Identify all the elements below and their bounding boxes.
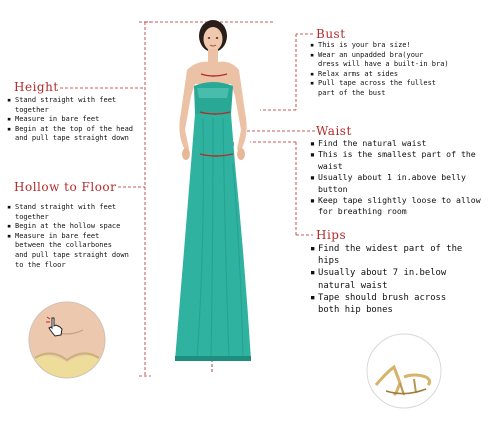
list-item: for breathing room <box>318 206 407 217</box>
list-item: ▪ Usually about 7 in.below <box>310 267 500 279</box>
list-item: ▪ Relax arms at sides <box>310 70 500 80</box>
waist-list <box>310 138 500 218</box>
list-item: ▪ Stand straight with feet <box>7 96 177 106</box>
list-item: ▪ Find the widest part of the <box>310 243 500 255</box>
collarbone-detail <box>27 300 107 380</box>
list-item: waist <box>318 160 343 171</box>
hips-list <box>310 243 500 316</box>
list-item: between the collarbones <box>15 241 112 250</box>
list-item: dress will have a built-in bra) <box>318 60 449 69</box>
list-item: ▪ Tape should brush across <box>310 292 500 304</box>
list-item: ▪ Begin at the hollow space <box>7 222 177 232</box>
list-item: together <box>15 105 49 114</box>
bust-heading: Bust <box>316 27 346 41</box>
list-item: ▪ Stand straight with feet <box>7 203 177 213</box>
list-item: both hip bones <box>318 305 393 316</box>
list-item: ▪ Find the natural waist <box>310 138 500 149</box>
list-item: and pull tape straight down <box>15 134 129 143</box>
bust-list <box>310 41 500 99</box>
list-item: together <box>15 212 49 221</box>
height-heading: Height <box>14 80 59 94</box>
list-item: part of the bust <box>318 88 386 97</box>
list-item: ▪ Begin at the top of the head <box>7 125 177 135</box>
list-item: ▪ This is your bra size! <box>310 41 500 51</box>
hollow-list <box>7 203 177 270</box>
waist-heading: Waist <box>316 124 352 138</box>
list-item: button <box>318 183 348 194</box>
list-item: ▪ Pull tape across the fullest <box>310 79 500 89</box>
list-item: ▪ This is the smallest part of the <box>310 149 500 160</box>
list-item: ▪ Usually about 1 in.above belly <box>310 172 500 183</box>
list-item: ▪ Wear an unpadded bra(your <box>310 51 500 61</box>
hand-pointer-icon <box>46 316 64 338</box>
hips-heading: Hips <box>316 228 347 242</box>
hollow-heading: Hollow to Floor <box>14 180 117 194</box>
list-item: and pull tape straight down <box>15 250 129 259</box>
list-item: ▪ Measure in bare feet <box>7 115 177 125</box>
sandal-icon <box>366 333 442 409</box>
list-item: ▪ Measure in bare feet <box>7 232 177 242</box>
height-list <box>7 96 177 144</box>
list-item: ▪ Keep tape slightly loose to allow <box>310 195 500 206</box>
list-item: hips <box>318 256 340 267</box>
list-item: natural waist <box>318 280 388 291</box>
list-item: to the floor <box>15 260 66 269</box>
